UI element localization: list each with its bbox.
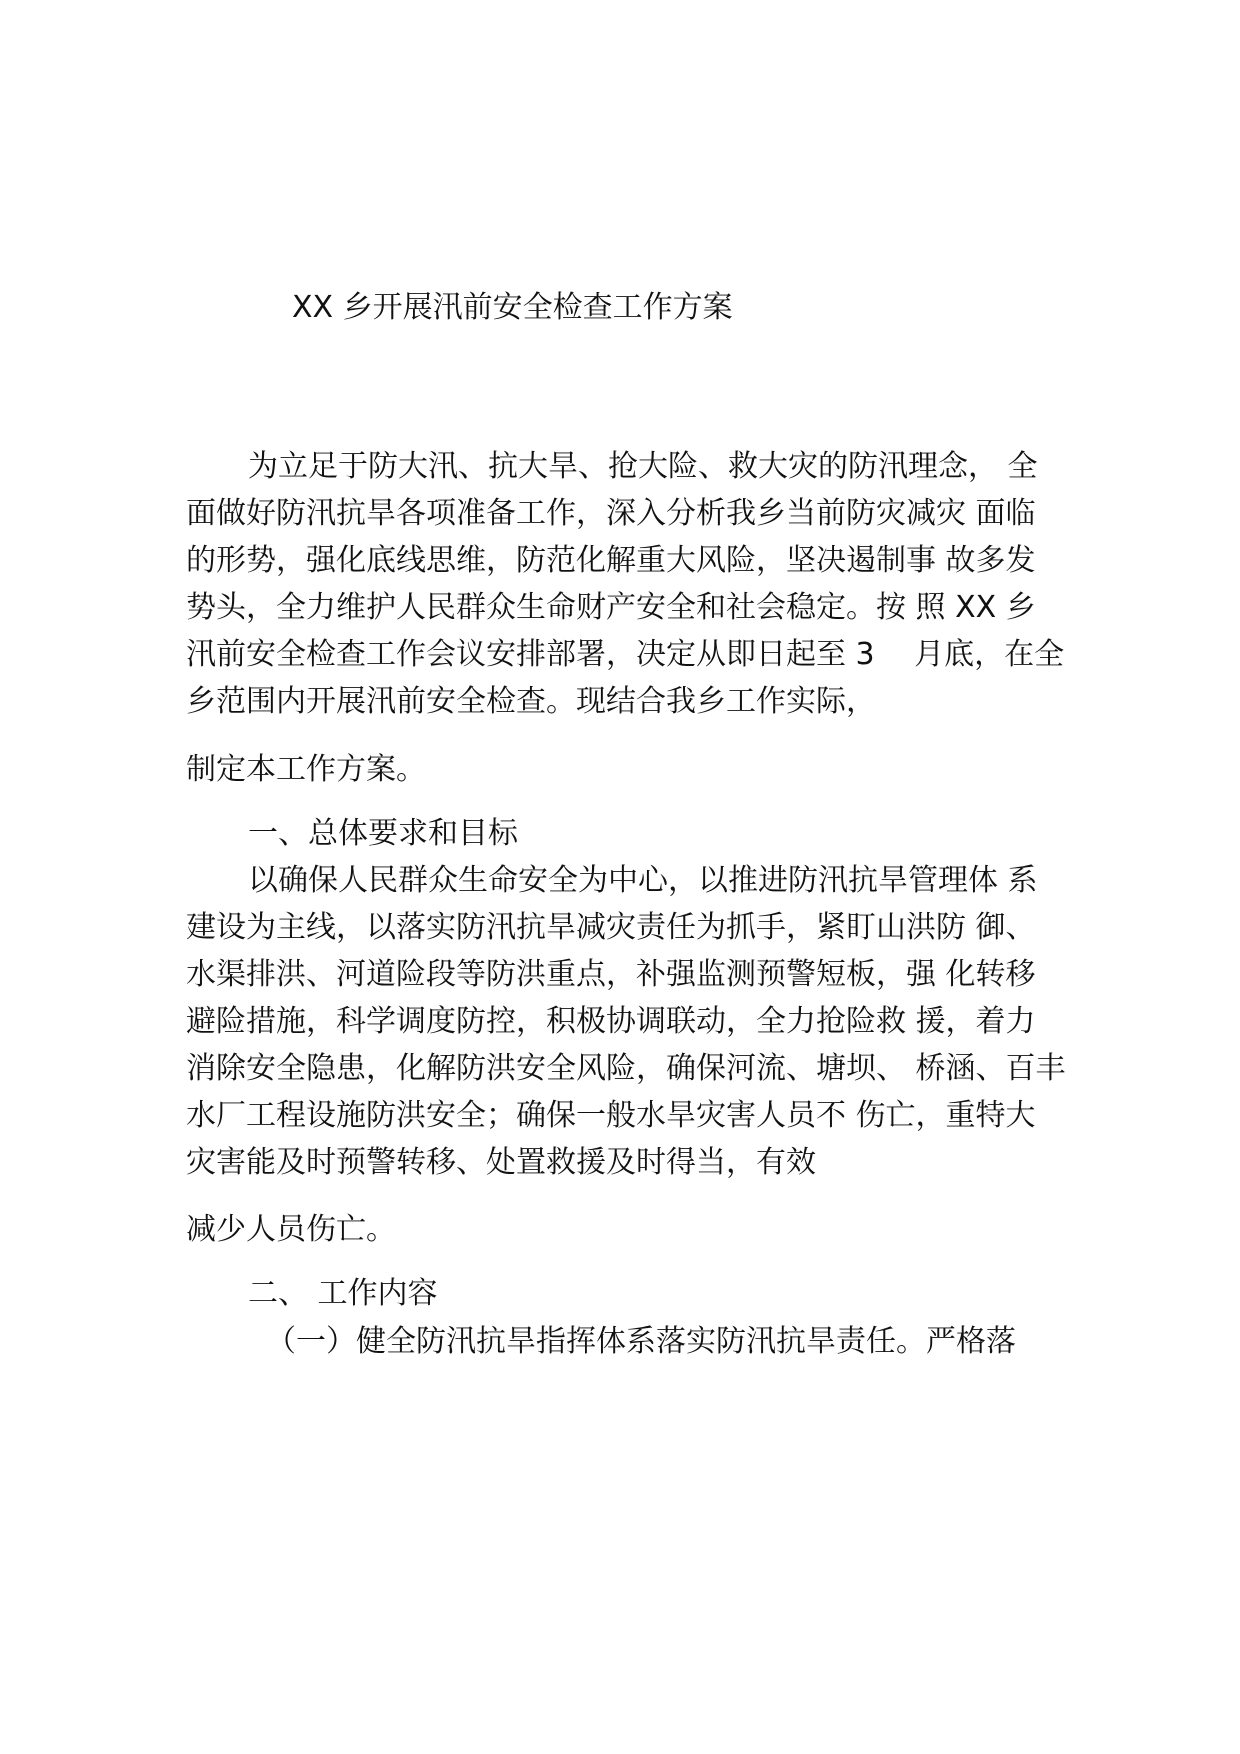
paragraph-line: 为立足于防大汛、抗大旱、抢大险、救大灾的防汛理念， 全	[248, 449, 1038, 484]
section-heading-2: 二、 工作内容	[248, 1276, 438, 1311]
paragraph-line: 消除安全隐患，化解防洪安全风险，确保河流、塘坝、 桥涵、百丰	[186, 1051, 1066, 1086]
paragraph-line: 乡范围内开展汛前安全检查。现结合我乡工作实际，	[186, 684, 876, 719]
paragraph-line: 以确保人民群众生命安全为中心，以推进防汛抗旱管理体 系	[248, 863, 1038, 898]
section-heading-1: 一、总体要求和目标	[248, 816, 518, 851]
paragraph-line: 建设为主线，以落实防汛抗旱减灾责任为抓手，紧盯山洪防 御、	[186, 910, 1036, 945]
paragraph-line: 避险措施，科学调度防控，积极协调联动，全力抢险救 援，着力	[186, 1004, 1036, 1039]
paragraph-line: 减少人员伤亡。	[186, 1212, 396, 1247]
subsection-line: （一）健全防汛抗旱指挥体系落实防汛抗旱责任。严格落	[266, 1324, 1016, 1359]
paragraph-line: 制定本工作方案。	[186, 752, 426, 787]
paragraph-line: 的形势，强化底线思维，防范化解重大风险，坚决遏制事 故多发	[186, 543, 1036, 578]
paragraph-line: 汛前安全检查工作会议安排部署，决定从即日起至 3 月底，在全	[186, 637, 1065, 672]
paragraph-line: 灾害能及时预警转移、处置救援及时得当，有效	[186, 1145, 816, 1180]
paragraph-line: 面做好防汛抗旱各项准备工作，深入分析我乡当前防灾减灾 面临	[186, 496, 1036, 531]
paragraph-line: 势头，全力维护人民群众生命财产安全和社会稳定。按 照 XX 乡	[186, 590, 1036, 625]
document-title: XX 乡开展汛前安全检查工作方案	[292, 290, 733, 325]
paragraph-line: 水渠排洪、河道险段等防洪重点，补强监测预警短板，强 化转移	[186, 957, 1036, 992]
paragraph-line: 水厂工程设施防洪安全；确保一般水旱灾害人员不 伤亡，重特大	[186, 1098, 1036, 1133]
